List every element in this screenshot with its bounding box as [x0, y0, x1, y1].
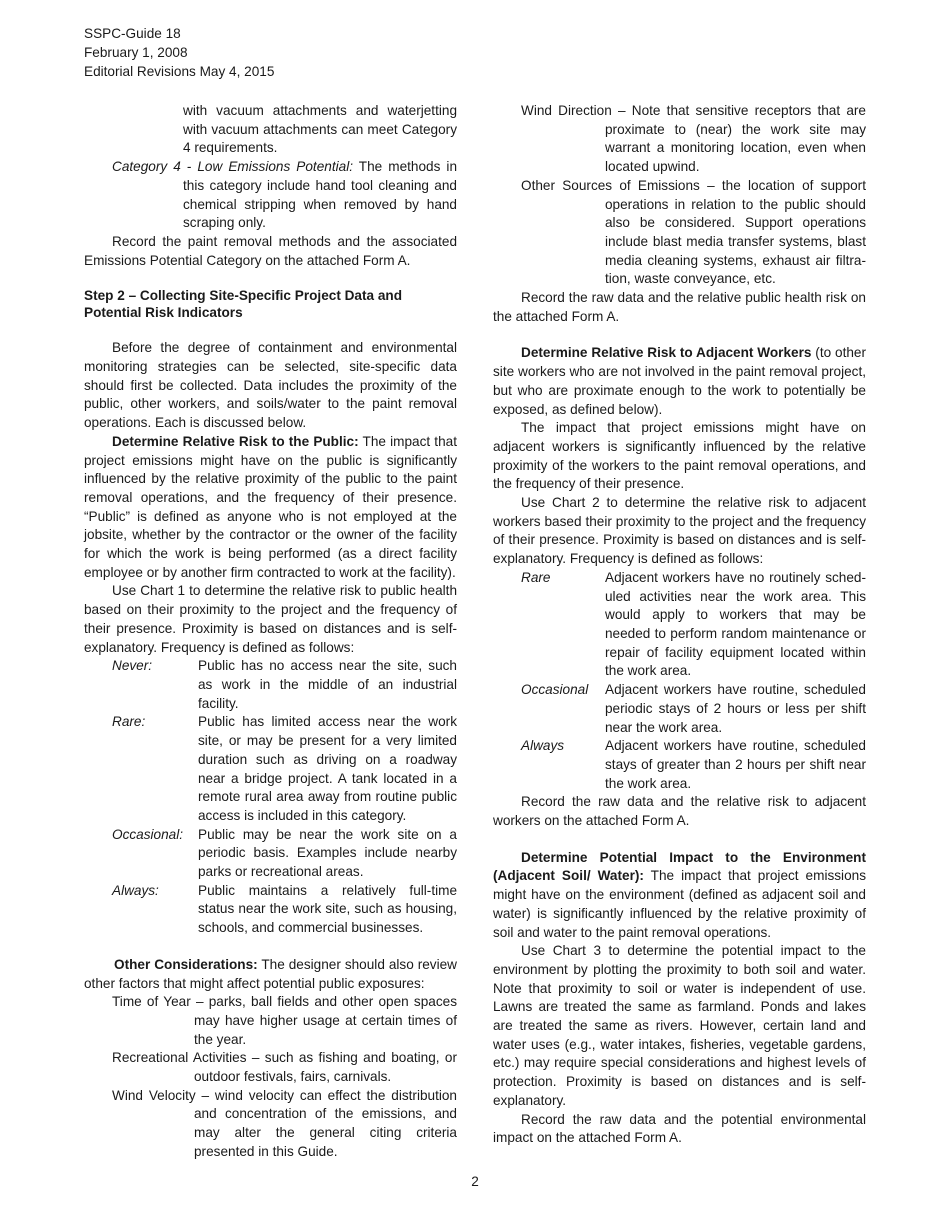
- page-header: [84, 24, 274, 81]
- chart3-paragraph: Use Chart 3 to determine the potential impact to the environment by plotting the proximity to both soil and water. Note that proximity to soil or water is independent of use. Lawns are treated the same as farmland. Ponds and lakes are treated the same as rivers. However, certain land and water uses (e.g., water intakes, fisheries, vegetable gardens, etc.) may require special considerations and highest levels of protection. Proximity is based on distances and is self-explanatory.: [493, 943, 866, 1108]
- record-public-paragraph: Record the raw data and the relative public health risk on the attached Form A.: [493, 290, 866, 324]
- page-number: 2: [471, 1174, 479, 1189]
- frequency-term: Always: [521, 738, 565, 754]
- public-frequency-item: [84, 713, 457, 825]
- category4-label: Category 4 - Low Emissions Potential:: [112, 159, 353, 175]
- category4-paragraph: [84, 158, 457, 233]
- frequency-definition: Public maintains a relatively full-time status near the work site, such as housing, schools, and commercial businesses.: [198, 882, 457, 936]
- wind-direction-item: Wind Direction – Note that sensitive receptors that are proximate to (near) the work site may warrant a monitoring location, even when located upwind.: [521, 103, 866, 175]
- public-risk-text: The impact that project emissions might have on the public is significantly influenced by the relative proximity of the public to the paint removal operations, and the frequency of their presence. “Public” is defined as anyone who is not employed at the jobsite, whether by the contractor or the owner of the facility for which the work is being performed (as a direct facility employee or by another firm contracted to work at the facility).: [84, 433, 457, 580]
- spacer: [84, 321, 457, 339]
- record-methods-paragraph: Record the paint removal methods and the associated Emissions Potential Category on the attached Form A.: [84, 233, 457, 268]
- spacer: [84, 270, 457, 288]
- public-frequency-item: [84, 826, 457, 882]
- record-environment-paragraph: Record the raw data and the potential environmental impact on the attached Form A.: [493, 1111, 866, 1146]
- right-column: [493, 102, 866, 1148]
- other-considerations-text: The designer should also review other factors that might affect potential public exposures:: [84, 956, 457, 991]
- public-frequency-item: [84, 882, 457, 938]
- workers-risk-text: (to other site workers who are not involved in the paint removal project, but who are proximate enough to the work to potentially be exposed, as defined below).: [493, 345, 866, 417]
- public-risk-heading: Determine Relative Risk to the Public:: [112, 433, 359, 449]
- other-considerations-heading: Other Considerations:: [114, 956, 258, 972]
- consideration-item: Recreational Activities – such as fishing and boating, or outdoor festivals, fairs, carnivals.: [112, 1050, 457, 1085]
- left-column: [84, 102, 457, 1162]
- other-considerations-paragraph: [84, 956, 457, 993]
- category4-text: The methods in this category include hand tool cleaning and chemical stripping when removed by hand scraping only.: [183, 159, 458, 231]
- frequency-term: Rare:: [112, 714, 146, 730]
- chart2-paragraph: Use Chart 2 to determine the relative risk to adjacent workers based their proximity to the project and the frequency of their presence. Proximity is based on distances and is self-explanatory. Frequency is defined as follows:: [493, 495, 866, 567]
- doc-revision: Editorial Revisions May 4, 2015: [84, 64, 275, 79]
- step2-heading: Step 2 – Collecting Site-Specific Project Data and Potential Risk Indicators: [84, 288, 403, 320]
- frequency-definition: Public has limited access near the work site, or may be present for a very limited duration such as driving on a roadway near a bridge project. A tank located in a remote rural area away from routine public access is included in this category.: [198, 714, 457, 823]
- spacer: [84, 938, 457, 956]
- category3-continuation: with vacuum attachments and waterjetting with vacuum attachments can meet Category 4 requirements.: [183, 103, 457, 156]
- public-frequency-item: [84, 657, 457, 713]
- workers-impact-paragraph: The impact that project emissions might have on adjacent workers is significantly influenced by the relative proximity of the workers to the paint removal operations, and the frequency of their presence.: [493, 420, 866, 492]
- environment-paragraph: [493, 849, 866, 943]
- public-risk-paragraph: [84, 433, 457, 583]
- frequency-term: Rare: [521, 569, 551, 585]
- consideration-item: Time of Year – parks, ball fields and other open spaces may have higher usage at certain times of the year.: [112, 994, 457, 1047]
- frequency-definition: Adjacent workers have routine, scheduled periodic stays of 2 hours or less per shift near the work area.: [605, 682, 866, 735]
- frequency-definition: Public has no access near the site, such as work in the middle of an industrial facility.: [198, 658, 457, 711]
- frequency-term: Always:: [112, 882, 159, 898]
- frequency-definition: Public may be near the work site on a periodic basis. Examples include nearby parks or recreational areas.: [198, 826, 457, 880]
- worker-frequency-item: [493, 681, 866, 737]
- environment-text: The impact that project emissions might have on the environment (defined as adjacent soil and water) is significantly influenced by the relative proximity of soil and water to the paint removal operations.: [493, 868, 866, 940]
- doc-date: February 1, 2008: [84, 45, 188, 60]
- workers-risk-heading: Determine Relative Risk to Adjacent Workers: [521, 345, 812, 361]
- worker-frequency-item: [493, 737, 866, 793]
- frequency-term: Occasional:: [112, 826, 184, 842]
- frequency-term: Occasional: [521, 682, 589, 698]
- other-sources-item: Other Sources of Emissions – the location of support operations in relation to the public should also be considered. Support operations include blast media transfer systems, blast media cleaning systems, exhaust air filtra-tion, waste conveyance, etc.: [521, 177, 866, 287]
- frequency-definition: Adjacent workers have routine, scheduled stays of greater than 2 hours per shift near the work area.: [605, 738, 866, 791]
- spacer: [493, 326, 866, 344]
- record-workers-paragraph: Record the raw data and the relative risk to adjacent workers on the attached Form A.: [493, 794, 866, 829]
- spacer: [493, 831, 866, 849]
- step2-intro: Before the degree of containment and environmental monitoring strategies can be selected, site-specific data should first be collected. Data includes the proximity of the public, other workers, and soils/water to the paint removal operations. Each is discussed below.: [84, 340, 457, 431]
- consideration-item: Wind Velocity – wind velocity can effect the distribution and concentration of the emissions, and may alter the general citing criteria presented in this Guide.: [112, 1087, 457, 1159]
- worker-frequency-item: [493, 569, 866, 681]
- environment-heading: Determine Potential Impact to the Environment (Adjacent Soil/ Water):: [493, 849, 866, 884]
- frequency-term: Never:: [112, 658, 153, 674]
- frequency-definition: Adjacent workers have no routinely sched-uled activities near the work area. This would apply to workers that may be needed to perform random maintenance or repair of facility equipment located within the work area.: [605, 569, 866, 679]
- chart1-paragraph: Use Chart 1 to determine the relative risk to public health based on their proximity to the project and the frequency of their presence. Proximity is based on distances and is self-explanatory. Frequency is defined as follows:: [84, 583, 457, 655]
- workers-risk-paragraph: [493, 344, 866, 419]
- doc-id: SSPC-Guide 18: [84, 26, 181, 41]
